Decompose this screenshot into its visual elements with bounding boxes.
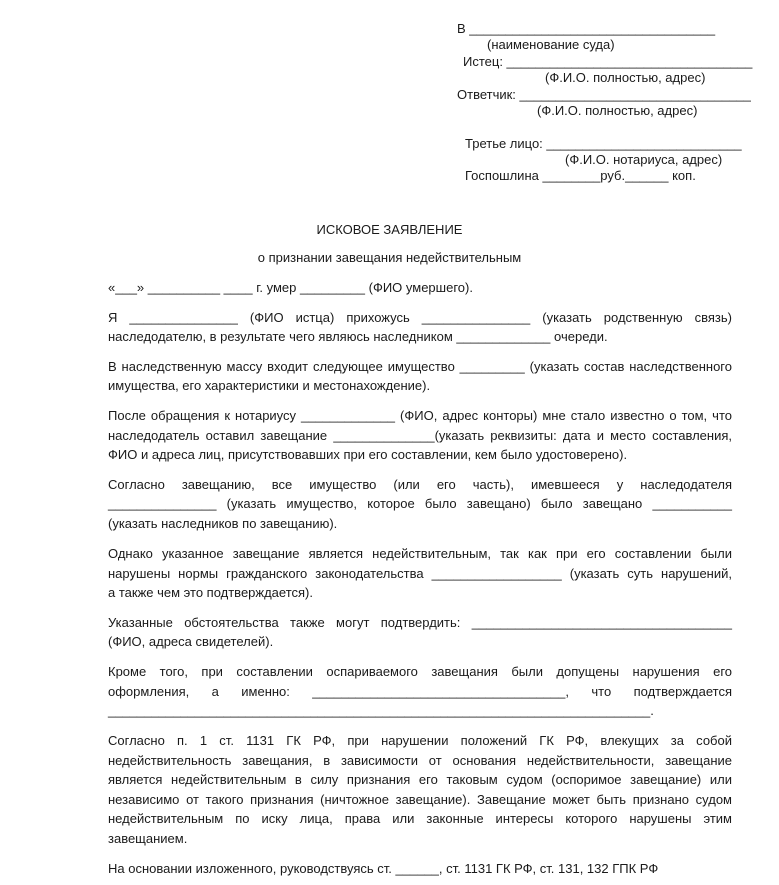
text-line: Согласно завещанию, все имущество (или его часть), имевшееся у наследодателя bbox=[108, 477, 732, 492]
text-line: ФИО и адреса лиц, присутствовавших при его составлении, кем было удостоверено). bbox=[108, 447, 628, 462]
court-caption: (наименование суда) bbox=[487, 37, 615, 52]
state-fee-line: Госпошлина ________руб.______ коп. bbox=[465, 168, 696, 183]
plaintiff-caption: (Ф.И.О. полностью, адрес) bbox=[545, 70, 706, 85]
text-line: Однако указанное завещание является недействительным, так как при его составлении были bbox=[108, 546, 732, 561]
text-line: имущества, его характеристики и местонахождение). bbox=[108, 378, 431, 393]
text-line: ___________________________________________________________________________. bbox=[108, 703, 654, 718]
defendant-line: Ответчик: ________________________________ bbox=[457, 87, 751, 102]
text-line: а также чем это подтверждается). bbox=[108, 585, 313, 600]
text-line: оформления, а именно: ___________________________________, что подтверждается bbox=[108, 684, 732, 699]
text-line: (ФИО, адреса свидетелей). bbox=[108, 634, 274, 649]
text-line: _______________ (указать имущество, которое было завещано) было завещано ___________ bbox=[108, 496, 732, 511]
text-line: В наследственную массу входит следующее имущество _________ (указать состав наследственного bbox=[108, 359, 732, 374]
text-line: Я _______________ (ФИО истца) прихожусь _______________ (указать родственную связь) bbox=[108, 310, 732, 325]
court-line: В __________________________________ bbox=[457, 21, 716, 36]
text-line: независимо от такого признания (ничтожное завещание). Завещание может быть признано судом bbox=[108, 792, 732, 807]
defendant-caption: (Ф.И.О. полностью, адрес) bbox=[537, 103, 698, 118]
text-line: недействительность завещания, в зависимости от основания недействительности, завещание bbox=[108, 753, 732, 768]
text-line: завещанием. bbox=[108, 831, 188, 846]
text-line: недействительным по иску лица, права или законные интересы которого нарушены этим bbox=[108, 811, 732, 826]
text-line: Согласно п. 1 ст. 1131 ГК РФ, при нарушении положений ГК РФ, влекущих за собой bbox=[108, 733, 732, 748]
text-line: нарушены нормы гражданского законодательства __________________ (указать суть нарушений, bbox=[108, 566, 732, 581]
third-party-caption: (Ф.И.О. нотариуса, адрес) bbox=[565, 152, 723, 167]
text-line: Указанные обстоятельства также могут подтвердить: ____________________________________ bbox=[108, 615, 732, 630]
text-line: является недействительным в силу признания его таковым судом (оспоримое завещание) или bbox=[108, 772, 732, 787]
text-line: наследодателю, в результате чего являюсь наследником _____________ очереди. bbox=[108, 329, 608, 344]
text-line: наследодатель оставил завещание ______________(указать реквизиты: дата и место составления, bbox=[108, 428, 732, 443]
document-title: ИСКОВОЕ ЗАЯВЛЕНИЕ bbox=[316, 222, 463, 237]
paragraph-death-date: «___» __________ ____ г. умер _________ (ФИО умершего). bbox=[108, 280, 473, 295]
text-line: После обращения к нотариусу _____________ (ФИО, адрес конторы) мне стало известно о том, что bbox=[108, 408, 732, 423]
text-line: Кроме того, при составлении оспариваемого завещания были допущены нарушения его bbox=[108, 664, 732, 679]
paragraph-conclusion: На основании изложенного, руководствуясь ст. ______, ст. 1131 ГК РФ, ст. 131, 132 ГПК РФ bbox=[108, 861, 659, 876]
text-line: (указать наследников по завещанию). bbox=[108, 516, 338, 531]
document-subtitle: о признании завещания недействительным bbox=[257, 250, 522, 265]
plaintiff-line: Истец: __________________________________ bbox=[463, 54, 753, 69]
third-party-line: Третье лицо: ___________________________ bbox=[465, 136, 742, 151]
